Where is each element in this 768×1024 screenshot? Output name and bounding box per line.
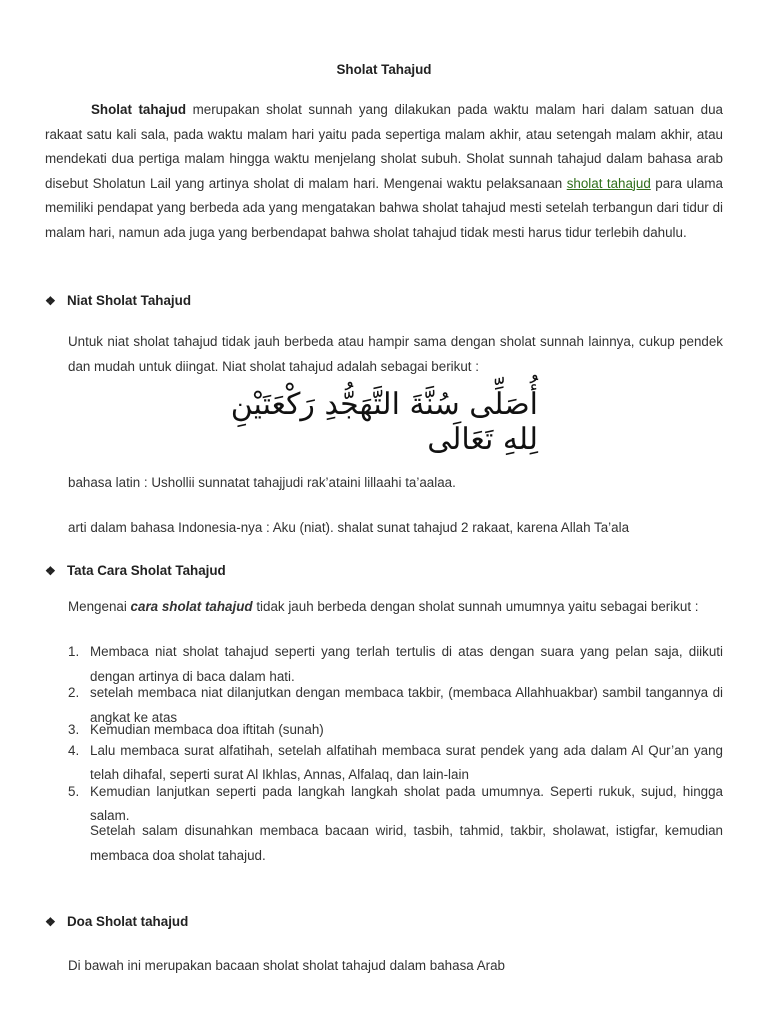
intro-bold-term: Sholat tahajud: [91, 102, 187, 117]
list-number: 1.: [68, 644, 80, 659]
tata-cara-closing: Setelah salam disunahkan membaca bacaan wirid, tasbih, tahmid, takbir, sholawat, istigfar, kemudian membaca doa sholat tahajud.: [90, 823, 723, 863]
list-number: 3.: [68, 722, 80, 737]
tata-intro-before: Mengenai: [68, 599, 131, 614]
intro-text-before-link: merupakan sholat sunnah yang dilakukan pada waktu malam hari dalam satuan dua rakaat satu kali sala, pada waktu malam hari yaitu pada sepertiga malam akhir, atau setengah malam akhir, atau mendekati dua pertiga malam hingga waktu menjelang sholat subuh. Sholat sunnah tahajud dalam bahasa arab disebut Sholatun Lail yang artinya sholat di malam hari. Mengenai waktu pelaksanaan: [45, 102, 723, 191]
tata-intro-after: tidak jauh berbeda dengan sholat sunnah umumnya yaitu sebagai berikut :: [252, 599, 699, 614]
arabic-niat-calligraphy: أُصَلِّى سُنَّةَ التَّهَجُّدِ رَكْعَتَيْنِ لِلهِ تَعَالَى: [230, 387, 538, 457]
list-text: Membaca niat sholat tahajud seperti yang terlah tertulis di atas dengan suara yang pelan saja, diikuti dengan artinya di baca dalam hati.: [90, 644, 723, 684]
list-text: setelah membaca niat dilanjutkan dengan membaca takbir, (membaca Allahhuakbar) sambil tangannya di angkat ke atas: [90, 685, 723, 725]
doa-heading: [45, 914, 188, 929]
intro-text-after-link: para ulama memiliki pendapat yang berbeda ada yang mengatakan bahwa sholat tahajud mesti setelah terbangun dari tidur di malam hari, namun ada juga yang berbendapat bahwa sholat tahajud tidak mesti harus tidur terlebih dahulu.: [45, 175, 723, 240]
diamond-bullet-icon: ❖: [45, 563, 56, 578]
tata-cara-intro: [68, 595, 723, 620]
list-item: [68, 722, 723, 739]
doa-heading-text: Doa Sholat tahajud: [67, 914, 189, 929]
niat-latin: bahasa latin : Ushollii sunnatat tahajjudi rak’ataini lillaahi ta’aalaa.: [68, 475, 456, 490]
list-number: 5.: [68, 783, 80, 799]
diamond-bullet-icon: ❖: [45, 914, 56, 929]
list-number: 2.: [68, 685, 80, 700]
intro-paragraph: [45, 98, 723, 245]
sholat-tahajud-link[interactable]: sholat tahajud: [566, 175, 651, 191]
list-text: Kemudian lanjutkan seperti pada langkah langkah sholat pada umumnya. Seperti rukuk, sujud, hingga salam.: [90, 783, 723, 823]
niat-heading: [45, 293, 191, 308]
tata-intro-emphasis: cara sholat tahajud: [130, 599, 253, 614]
list-text: Kemudian membaca doa iftitah (sunah): [90, 722, 324, 737]
list-number: 4.: [68, 742, 80, 758]
steps-list: [68, 640, 723, 829]
page-title: Sholat Tahajud: [336, 62, 432, 77]
niat-arti: arti dalam bahasa Indonesia-nya : Aku (niat). shalat sunat tahajud 2 rakaat, karena Allah Ta’ala: [68, 520, 630, 535]
tata-cara-heading: [45, 563, 226, 578]
doa-paragraph: Di bawah ini merupakan bacaan sholat sholat tahajud dalam bahasa Arab: [68, 958, 505, 973]
list-text: Lalu membaca surat alfatihah, setelah alfatihah membaca surat pendek yang ada dalam Al Qur’an yang telah dihafal, seperti surat Al Ikhlas, Annas, Alfalaq, dan lain-lain: [90, 742, 723, 782]
niat-paragraph: Untuk niat sholat tahajud tidak jauh berbeda atau hampir sama dengan sholat sunnah lainnya, cukup pendek dan mudah untuk diingat. Niat sholat tahajud adalah sebagai berikut :: [68, 334, 723, 374]
niat-heading-text: Niat Sholat Tahajud: [67, 293, 191, 308]
tata-cara-heading-text: Tata Cara Sholat Tahajud: [67, 563, 226, 578]
diamond-bullet-icon: ❖: [45, 293, 56, 308]
